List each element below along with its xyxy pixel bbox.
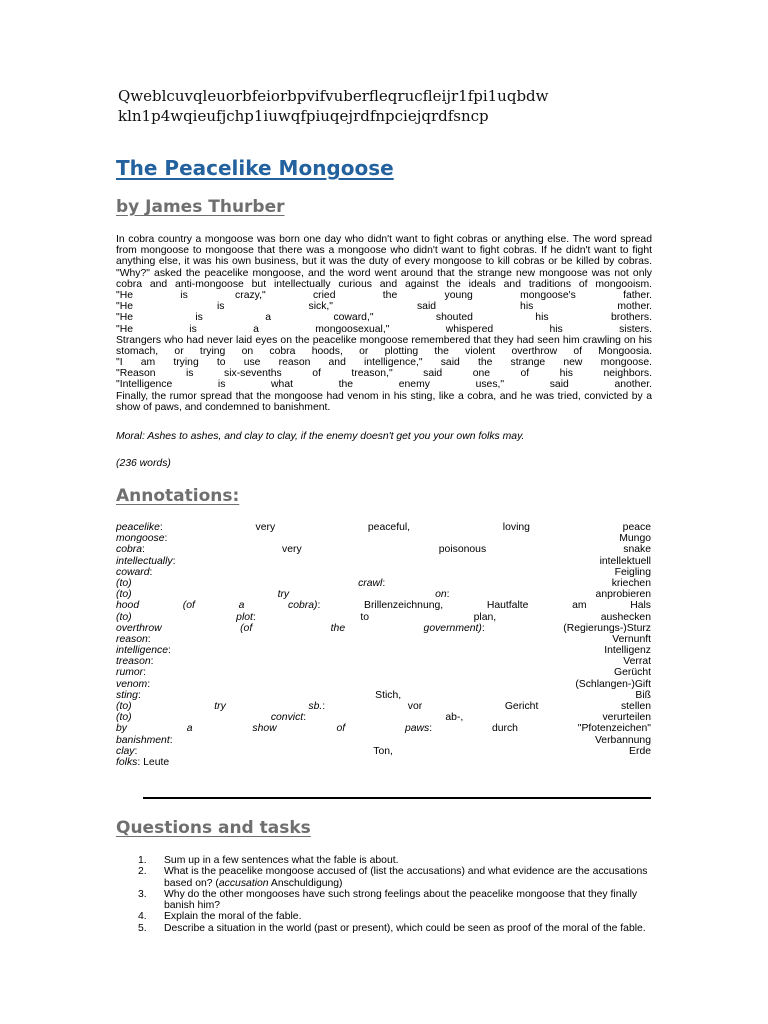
annotation-term: peacelike — [116, 522, 160, 533]
questions-heading: Questions and tasks — [116, 818, 311, 838]
story-line: from mongoose to mongoose that there was a mongoose who didn't want to fight cobras. If he didn't want to fight — [116, 245, 652, 257]
annotation-entry: (to) convict: ab-, verurteilen — [116, 712, 651, 724]
annotation-entry: intellectually: intellektuell — [116, 555, 651, 567]
question-item — [138, 889, 658, 912]
page-title: The Peacelike Mongoose — [116, 156, 394, 180]
annotation-term: (to) plot — [116, 611, 253, 623]
annotation-term: hood (of a cobra) — [116, 600, 318, 612]
story-line: "I am trying to use reason and intelligence," said the strange new mongoose. — [116, 357, 652, 369]
question-text: Why do the other mongooses have such strong feelings about the peacelike mongoose that they finally banish him? — [164, 888, 638, 912]
annotation-term: banishment — [116, 734, 170, 746]
story-text — [116, 234, 652, 413]
garbled-header-text — [118, 86, 678, 126]
annotation-entry: clay: Ton, Erde — [116, 745, 651, 757]
annotation-entry: overthrow (of the government): (Regierungs-)Sturz — [116, 622, 651, 634]
annotation-term: intelligence — [116, 645, 168, 657]
annotation-term: (to) try on — [116, 589, 447, 601]
annotation-term: mongoose — [116, 533, 165, 545]
question-item — [138, 855, 658, 866]
annotations-list — [116, 522, 651, 768]
question-text: Sum up in a few sentences what the fable is about. — [164, 855, 399, 866]
annotation-entry: folks: Leute — [116, 756, 170, 768]
story-line: "Why?" asked the peacelike mongoose, and the word went around that the strange new mongoose was not only — [116, 267, 652, 279]
annotation-term: (to) crawl — [116, 577, 383, 589]
story-line: "Reason is six-sevenths of treason," said one of his neighbors. — [116, 368, 652, 380]
annotation-term: reason — [116, 633, 148, 645]
annotation-term: coward — [116, 566, 150, 578]
story-line: "Intelligence is what the enemy uses," said another. — [116, 379, 652, 391]
annotation-entry: reason: Vernunft — [116, 633, 651, 645]
annotation-entry: intelligence: Intelligenz — [116, 645, 651, 657]
annotation-term: intellectually — [116, 555, 173, 567]
question-item — [138, 866, 658, 889]
annotation-entry: (to) crawl: kriechen — [116, 577, 651, 589]
questions-list — [138, 855, 658, 934]
question-item — [138, 911, 658, 922]
question-number: 2. — [138, 866, 147, 878]
story-line: In cobra country a mongoose was born one day who didn't want to fight cobras or anything else. The word spread — [116, 234, 652, 245]
story-line: "He is a mongoosexual," whispered his sisters. — [116, 323, 652, 335]
story-line: "He is sick," said his mother. — [116, 301, 652, 313]
annotation-entry: (to) plot: to plan, aushecken — [116, 611, 651, 623]
annotation-entry: by a show of paws: durch "Pfotenzeichen" — [116, 723, 651, 735]
annotation-entry: sting: Stich, Biß — [116, 689, 651, 701]
annotation-entry: hood (of a cobra): Brillenzeichnung, Hautfalte am Hals — [116, 600, 651, 612]
annotation-term: overthrow (of the government) — [116, 622, 482, 634]
annotation-term: venom — [116, 678, 148, 690]
story-line: "He is crazy," cried the young mongoose's father. — [116, 289, 652, 301]
question-item — [138, 923, 658, 934]
story-line: Strangers who had never laid eyes on the peacelike mongoose remembered that they had seen him crawling on his — [116, 334, 652, 346]
annotation-term: (to) convict — [116, 712, 304, 724]
annotation-entry: cobra: very poisonous snake — [116, 544, 651, 556]
annotation-entry: mongoose: Mungo — [116, 533, 651, 545]
annotation-entry: peacelike: very peaceful, loving peace — [116, 522, 651, 533]
garbled-line: kln1p4wqieufjchp1iuwqfpiuqejrdfnpciejqrdfsncp — [118, 107, 489, 125]
word-count: (236 words) — [116, 458, 171, 469]
question-text: Describe a situation in the world (past or present), which could be seen as proof of the moral of the fable. — [164, 922, 646, 934]
annotation-entry: (to) try sb.: vor Gericht stellen — [116, 701, 651, 712]
story-line: cobra and anti-mongoose but intellectually curious and against the ideals and traditions of mongooism. — [116, 278, 652, 290]
garbled-line: Qweblcuvqleuorbfeiorbpvifvuberfleqrucfleijr1fpi1uqbdw — [118, 87, 549, 105]
annotation-term: folks — [116, 756, 138, 768]
annotation-term: (to) try sb. — [116, 701, 323, 712]
annotation-term: rumor — [116, 667, 144, 679]
question-number: 3. — [138, 888, 147, 900]
moral-text: Moral: Ashes to ashes, and clay to clay, if the enemy doesn't get you your own folks may. — [116, 431, 525, 442]
annotation-term: by a show of paws — [116, 723, 430, 735]
annotation-term: cobra — [116, 544, 142, 556]
story-line: stomach, or trying on cobra hoods, or plotting the violent overthrow of Mongoosia. — [116, 345, 652, 357]
story-line: "He is a coward," shouted his brothers. — [116, 312, 652, 324]
annotation-term: treason — [116, 656, 151, 668]
annotations-heading: Annotations: — [116, 486, 240, 506]
annotation-entry: treason: Verrat — [116, 656, 651, 668]
question-number: 4. — [138, 911, 147, 923]
byline-heading: by James Thurber — [116, 197, 285, 217]
annotation-entry: venom: (Schlangen-)Gift — [116, 678, 651, 690]
story-line: anything else, it was his own business, but it was the duty of every mongoose to kill cobras or be killed by cobras. — [116, 256, 652, 268]
story-line: show of paws, and condemned to banishment. — [116, 401, 331, 413]
annotation-entry: coward: Feigling — [116, 566, 651, 578]
annotation-term: clay — [116, 745, 135, 757]
annotation-entry: rumor: Gerücht — [116, 667, 651, 679]
question-number: 5. — [138, 922, 147, 934]
annotation-term: sting — [116, 689, 138, 701]
annotation-entry: banishment: Verbannung — [116, 734, 651, 746]
annotation-entry: (to) try on: anprobieren — [116, 589, 651, 601]
question-text: What is the peacelike mongoose accused of (list the accusations) and what evidence are the accusations based on? (accusation Anschuldigung) — [164, 866, 648, 889]
question-text: Explain the moral of the fable. — [164, 911, 302, 923]
story-line: Finally, the rumor spread that the mongoose had venom in his sting, like a cobra, and he was tried, convicted by a — [116, 390, 652, 402]
question-number: 1. — [138, 855, 147, 866]
horizontal-divider — [143, 797, 651, 799]
